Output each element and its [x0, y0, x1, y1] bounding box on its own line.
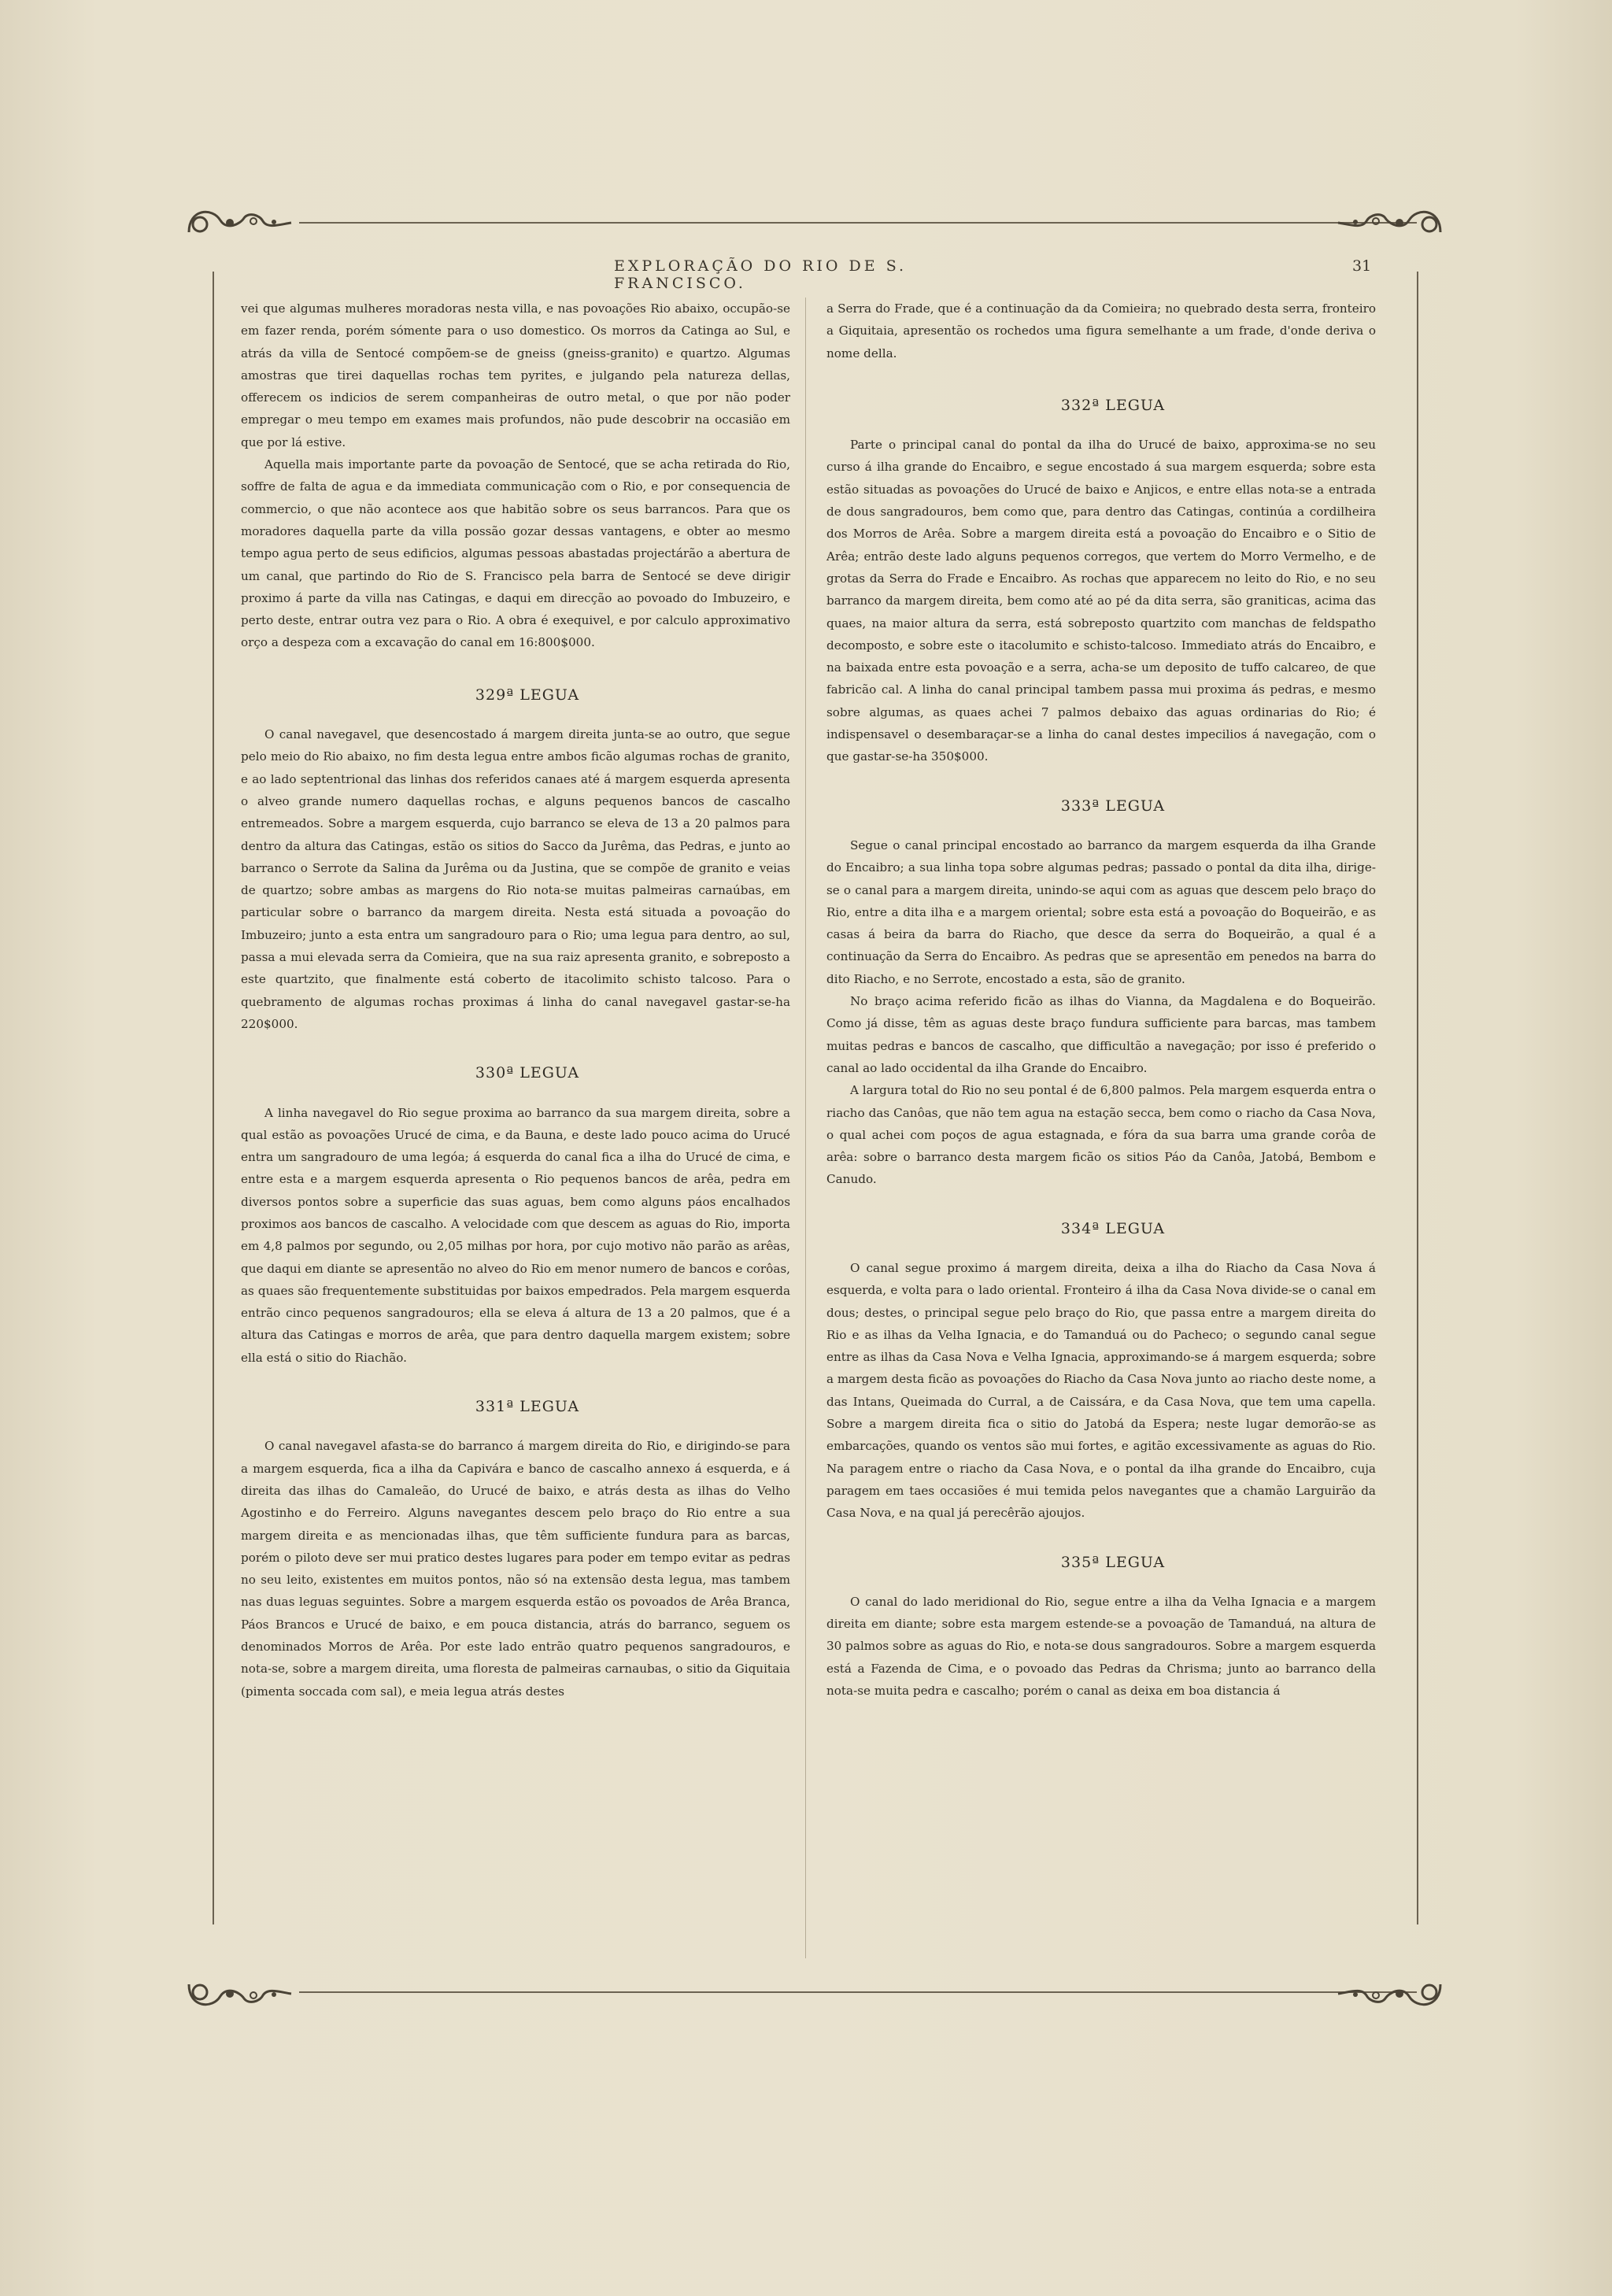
- right-paragraph-3: Segue o canal principal encostado ao barranco da margem esquerda da ilha Grande do Encaibro; a sua linha topa sobre algumas pedras; passado o pontal da dita ilha, dirige-se o canal para a margem direita, unindo-se aqui com as aguas que descem pelo braço do Rio, entre a dita ilha e a margem oriental; sobre esta está a povoação do Boqueirão, e as casas á beira da barra do Riacho, que desce da serra do Boqueirão, a qual é a continuação da Serra do Encaibro. As pedras que se apresentão em penedos na barra do dito Riacho, e no Serrote, encostado a esta, são de granito.: [826, 837, 1376, 986]
- section-heading-335: 335ª LEGUA: [1060, 1553, 1166, 1571]
- section-heading-332: 332ª LEGUA: [1060, 396, 1166, 414]
- corner-ornament-top-right-icon: [1330, 201, 1448, 245]
- right-rule: [1417, 272, 1418, 1924]
- right-paragraph-5: A largura total do Rio no seu pontal é de 6,800 palmos. Pela margem esquerda entra o riacho das Canôas, que não tem agua na estação secca, bem como o riacho da Casa Nova, o qual achei com poços de agua estagnada, e fóra da sua barra uma grande corôa de arêa: sobre o barranco desta margem ficão os sitios Páo da Canôa, Jatobá, Bembom e Canudo.: [826, 1083, 1376, 1187]
- left-paragraph-4: A linha navegavel do Rio segue proxima ao barranco da sua margem direita, sobre a qual estão as povoações Urucé de cima, e da Bauna, e deste lado pouco acima do Urucé entra um sangradouro de uma legóa; á esquerda do canal fica a ilha do Urucé de cima, e entre esta e a margem esquerda apresenta o Rio pequenos bancos de arêa, pedra em diversos pontos sobre a superficie das suas aguas, bem como alguns páos encalhados proximos aos bancos de cascalho. A velocidade com que descem as aguas do Rio, importa em 4,8 palmos por segundo, ou 2,05 milhas por hora, por cujo motivo não parão as arêas, que daqui em diante se apresentão no alveo do Rio em menor numero de bancos e corôas, as quaes são frequentemente substituidas por baixos empedrados. Pela margem esquerda entrão cinco pequenos sangradouros; ella se eleva á altura de 13 a 20 palmos, que é a altura das Catingas e morros de arêa, que para dentro daquella margem existem; sobre ella está o sitio do Riachão.: [241, 1105, 790, 1365]
- left-paragraph-5: O canal navegavel afasta-se do barranco á margem direita do Rio, e dirigindo-se para a margem esquerda, fica a ilha da Capivára e banco de cascalho annexo á esquerda, e á direita das ilhas do Camaleão, do Urucé de baixo, e atrás desta as ilhas do Velho Agostinho e do Ferreiro. Alguns navegantes descem pelo braço do Rio entre a sua margem direita e as mencionadas ilhas, que têm sufficiente fundura para as barcas, porém o piloto deve ser mui pratico destes lugares para poder em tempo evitar as pedras no seu leito, existentes em muitos pontos, não só na extensão desta legua, mas tambem nas duas leguas seguintes. Sobre a margem esquerda estão os povoados de Arêa Branca, Páos Brancos e Urucé de baixo, e em pouca distancia, atrás do barranco, seguem os denominados Morros de Arêa. Por este lado entrão quatro pequenos sangradouros, e nota-se, sobre a margem direita, uma floresta de palmeiras carnaubas, o sitio da Giquitaia (pimenta soccada com sal), e meia legua atrás destes: [241, 1439, 790, 1699]
- left-paragraph-1: vei que algumas mulheres moradoras nesta villa, e nas povoações Rio abaixo, occupão-se em fazer renda, porém sómente para o uso domestico. Os morros da Catinga ao Sul, e atrás da villa de Sentocé compõem-se de gneiss (gneiss-granito) e quartzo. Algumas amostras que tirei daquellas rochas tem pyrites, e julgando pela natureza dellas, offerecem os indicios de serem companheiras de outro metal, o que por não poder empregar o meu tempo em exames mais profundos, não pude descobrir na occasião em que por lá estive.: [241, 301, 790, 449]
- running-head: [0, 257, 1612, 292]
- top-rule: [299, 222, 1417, 224]
- corner-ornament-bottom-left-icon: [181, 1972, 299, 2016]
- section-heading-329: 329ª LEGUA: [475, 686, 580, 704]
- right-column: [826, 298, 1376, 1702]
- right-paragraph-6: O canal segue proximo á margem direita, deixa a ilha do Riacho da Casa Nova á esquerda, e volta para o lado oriental. Fronteiro á ilha da Casa Nova divide-se o canal em dous; destes, o principal segue pelo braço do Rio, que passa entre a margem direita do Rio e as ilhas da Velha Ignacia, e do Tamanduá ou do Pacheco; o segundo canal segue entre as ilhas da Casa Nova e Velha Ignacia, approximando-se á margem esquerda; sobre a margem desta ficão as povoações do Riacho da Casa Nova junto ao riacho deste nome, a das Intans, Queimada do Curral, a de Caissára, e da Casa Nova, que tem uma capella. Sobre a margem direita fica o sitio do Jatobá da Espera; neste lugar demorão-se as embarcações, quando os ventos são mui fortes, e agitão excessivamente as aguas do Rio. Na paragem entre o riacho da Casa Nova, e o pontal da ilha grande do Encaibro, cuja paragem em taes occasiões é mui temida pelos navegantes que a chamão Larguirão da Casa Nova, e na qual já perecêrão ajoujos.: [826, 1260, 1376, 1521]
- right-paragraph-1: a Serra do Frade, que é a continuação da da Comieira; no quebrado desta serra, fronteiro a Giquitaia, apresentão os rochedos uma figura semelhante a um frade, d'onde deriva o nome della.: [826, 301, 1376, 360]
- column-divider: [805, 298, 806, 1958]
- corner-ornament-bottom-right-icon: [1330, 1972, 1448, 2016]
- left-column: [241, 298, 790, 1703]
- left-paragraph-2: Aquella mais importante parte da povoação de Sentocé, que se acha retirada do Rio, soffre de falta de agua e da immediata communicação com o Rio, e por consequencia de commercio, o que não acontece aos que habitão sobre os seus barrancos. Para que os moradores daquella parte da villa possão gozar dessas vantagens, e obter ao mesmo tempo agua perto de seus edificios, algumas pessoas abastadas projectárão a abertura de um canal, que partindo do Rio de S. Francisco pela barra de Sentocé se deve dirigir proximo á parte da villa nas Catingas, e daqui em direcção ao povoado do Imbuzeiro, e perto deste, entrar outra vez para o Rio. A obra é exequivel, e por calculo approximativo orço a despeza com a excavação do canal em 16:800$000.: [241, 457, 790, 650]
- section-heading-334: 334ª LEGUA: [1060, 1219, 1166, 1237]
- right-paragraph-4: No braço acima referido ficão as ilhas do Vianna, da Magdalena e do Boqueirão. Como já disse, têm as aguas deste braço fundura sufficiente para barcas, mas tambem muitas pedras e bancos de cascalho, que difficultão a navegação; por isso é preferido o canal ao lado occidental da ilha Grande do Encaibro.: [826, 994, 1376, 1075]
- right-paragraph-7: O canal do lado meridional do Rio, segue entre a ilha da Velha Ignacia e a margem direita em diante; sobre esta margem estende-se a povoação de Tamanduá, na altura de 30 palmos sobre as aguas do Rio, e nota-se dous sangradouros. Sobre a margem esquerda está a Fazenda de Cima, e o povoado das Pedras da Chrisma; junto ao barranco della nota-se muita pedra e cascalho; porém o canal as deixa em boa distancia á: [826, 1594, 1376, 1699]
- right-paragraph-2: Parte o principal canal do pontal da ilha do Urucé de baixo, approxima-se no seu curso á ilha grande do Encaibro, e segue encostado á sua margem esquerda; sobre esta estão situadas as povoações do Urucé de baixo e Anjicos, e entre ellas nota-se a entrada de dous sangradouros, bem como que, para dentro das Catingas, continúa a cordilheira dos Morros de Arêa. Sobre a margem direita está a povoação do Encaibro e o Sitio de Arêa; entrão deste lado alguns pequenos corregos, que vertem do Morro Vermelho, e de grotas da Serra do Frade e Encaibro. As rochas que apparecem no leito do Rio, e no seu barranco da margem direita, bem como até ao pé da dita serra, são graniticas, acima das quaes, na maior altura da serra, está sobreposto quartzito com manchas de feldspatho decomposto, e sobre este o itacolumito e schisto-talcoso. Immediato atrás do Encaibro, e na baixada entre esta povoação e a serra, acha-se um deposito de tuffo calcareo, de que fabricão cal. A linha do canal principal tambem passa mui proxima ás pedras, e mesmo sobre algumas, as quaes achei 7 palmos debaixo das aguas ordinarias do Rio; é indispensavel o desembaraçar-se a linha do canal destes impecilios á navegação, com o que gastar-se-ha 350$000.: [826, 438, 1376, 764]
- bottom-rule: [299, 1991, 1417, 1993]
- section-heading-330: 330ª LEGUA: [475, 1064, 580, 1082]
- page-number: 31: [1352, 257, 1372, 275]
- section-heading-331: 331ª LEGUA: [475, 1398, 580, 1416]
- corner-ornament-top-left-icon: [181, 201, 299, 245]
- left-paragraph-3: O canal navegavel, que desencostado á margem direita junta-se ao outro, que segue pelo meio do Rio abaixo, no fim desta legua entre ambos ficão algumas rochas de granito, e ao lado septentrional das linhas dos referidos canaes até á margem esquerda apresenta o alveo grande numero daquellas rochas, e alguns pequenos bancos de cascalho entremeados. Sobre a margem esquerda, cujo barranco se eleva de 13 a 20 palmos para dentro da altura das Catingas, estão os sitios do Sacco da Jurêma, das Pedras, e junto ao barranco o Serrote da Salina da Jurêma ou da Justina, que se compõe de granito e veias de quartzo; sobre ambas as margens do Rio nota-se muitas palmeiras carnaúbas, em particular sobre o barranco da margem direita. Nesta está situada a povoação do Imbuzeiro; junto a esta entra um sangradouro para o Rio; uma legua para dentro, ao sul, passa a mui elevada serra da Comieira, que na sua raiz apresenta granito, e sobreposto a este quartzito, que finalmente está coberto de itacolimito schisto talcoso. Para o quebramento de algumas rochas proximas á linha do canal navegavel gastar-se-ha 220$000.: [241, 727, 790, 1031]
- running-head-title: EXPLORAÇÃO DO RIO DE S. FRANCISCO.: [614, 257, 908, 292]
- section-heading-333: 333ª LEGUA: [1060, 797, 1166, 815]
- left-rule: [213, 272, 214, 1924]
